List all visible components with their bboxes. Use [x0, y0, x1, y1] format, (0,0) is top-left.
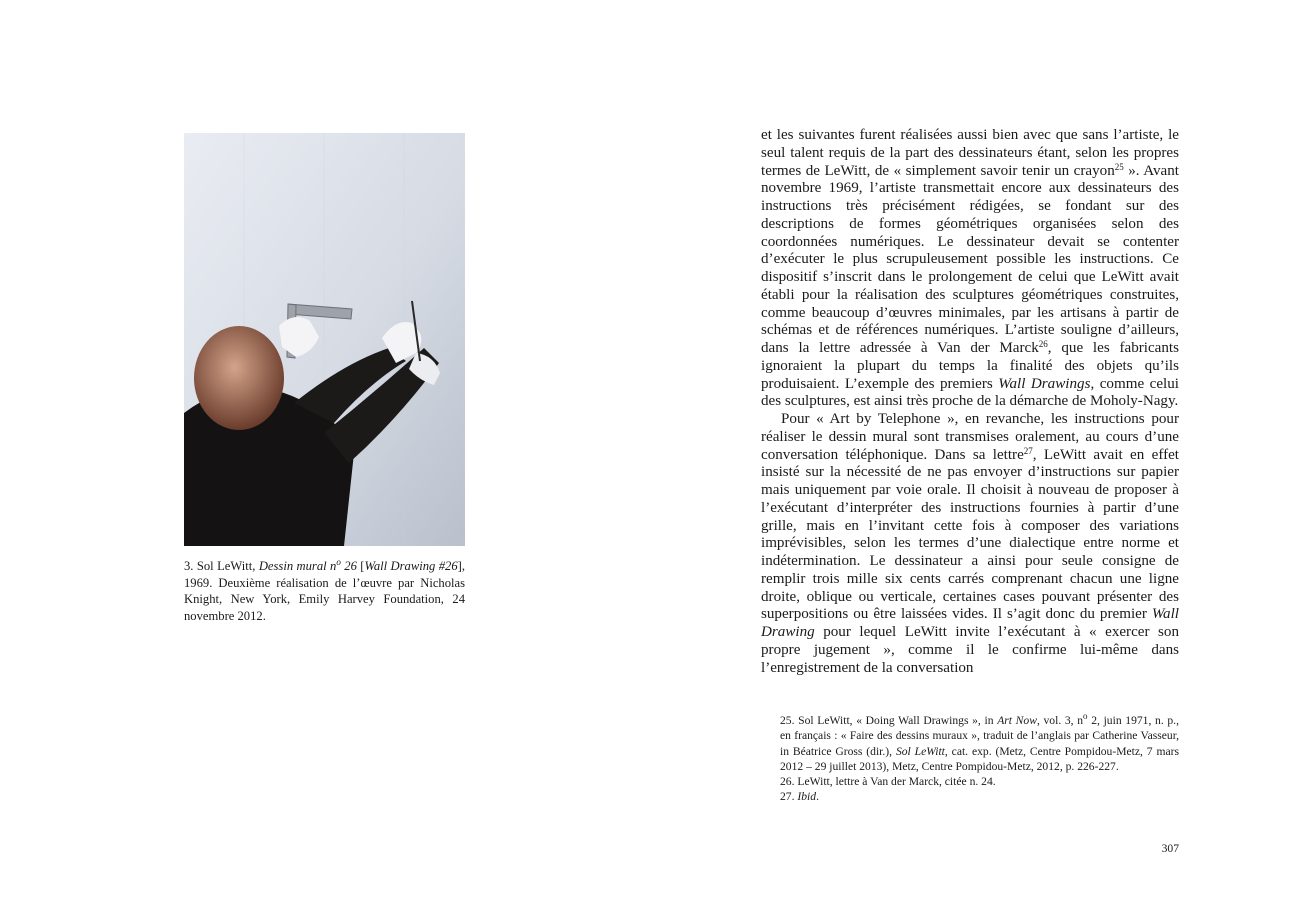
p2-text-b: , LeWitt avait en effet insisté sur la nécessité de ne pas envoyer d’instructions sur papier mais uniquement par voie orale. Il choisit à nouveau de proposer à l’exécutant d’interpréter des instructions fournies à partir d’une grille, mais en l’invitant cette fois à composer des variations imprévisibles, selon les termes d’une dialectique entre norme et indétermination. Le dessinateur a ainsi pour seule consigne de remplir trois mille six cents carrés comprenant chacun une ligne droite, oblique ou verticale, certaines cases pouvant présenter des superpositions ou être laissées vides. Il s’agit donc du premier	[761, 446, 1179, 623]
figure-photo	[184, 133, 465, 546]
fn27-italic-ibid: Ibid	[797, 790, 817, 804]
photo-illustration	[184, 133, 465, 546]
footnote-25	[761, 713, 1179, 774]
p2-text-a: Pour « Art by Telephone », en revanche, les instructions pour réaliser le dessin mural sont transmises oralement, au cours d’une conversation téléphonique. Dans sa lettre	[761, 411, 1179, 463]
p1-text-d: , comme celui des sculptures, est ainsi très proche de la démarche de Moholy-Nagy.	[761, 375, 1179, 410]
p1-text-b: ». Avant novembre 1969, l’artiste transmettait encore aux dessinateurs des instructions très précisément rédigées, se fondant sur des descriptions de formes géométriques organisées selon des coordonnées numériques. Le dessinateur devait se contenter d’exécuter le plus scrupuleusement possible les instructions. Ce dispositif s’inscrit dans le prolongement de celui que LeWitt avait établi pour la réalisation des sculptures géométriques construites, comme beaucoup d’œuvres minimales, par les artisans à partir de schémas et de références numériques. L’artiste souligne d’ailleurs, dans la lettre adressée à Van der Marck	[761, 162, 1179, 356]
fn25-text-b: , vol. 3, n	[1036, 714, 1084, 727]
footnote-ref-26[interactable]: 26	[1038, 339, 1048, 349]
fn25-italic-sol-lewitt: Sol LeWitt	[895, 744, 945, 758]
p1-italic-wall-drawings: Wall Drawings	[998, 375, 1091, 392]
body-paragraph-1	[761, 127, 1179, 411]
figure-caption	[184, 558, 465, 624]
page-number: 307	[1161, 842, 1179, 855]
body-paragraph-2	[761, 411, 1179, 677]
caption-title-fr-number: 26	[340, 559, 357, 573]
fn27-period: .	[816, 790, 819, 804]
p1-text-a: et les suivantes furent réalisées aussi bien avec que sans l’artiste, le seul talent requis de la part des dessinateurs étant, selon les propres termes de LeWitt, de « simplement savoir tenir un crayon	[761, 127, 1179, 179]
fn27-number: 27.	[780, 790, 798, 804]
fn25-italic-art-now: Art Now	[997, 714, 1037, 727]
p1-text-c: , que les fabricants ignoraient la plupart du temps la finalité des objets qu’ils produisaient. L’exemple des premiers	[761, 340, 1179, 392]
p2-text-c: pour lequel LeWitt invite l’exécutant à « exercer son propre jugement », comme il le confirme lui-même dans l’enregistrement de la conversation	[761, 624, 1179, 676]
footnotes	[761, 713, 1179, 805]
footnote-26: 26. LeWitt, lettre à Van der Marck, citée n. 24.	[780, 775, 996, 789]
caption-details: ], 1969. Deuxième réalisation de l’œuvre par Nicholas Knight, New York, Emily Harvey Foundation, 24 novembre 2012.	[184, 559, 465, 623]
fn25-text-a: 25. Sol LeWitt, « Doing Wall Drawings », in	[780, 714, 998, 727]
caption-title-fr: Dessin mural n	[258, 559, 337, 573]
footnote-ref-27[interactable]: 27	[1023, 445, 1033, 456]
footnote-ref-25[interactable]: 25	[1114, 161, 1124, 172]
fn25-text-d: , cat. exp. (Metz, Centre Pompidou-Metz, 7 mars 2012 – 29 juillet 2013), Metz, Centre Pompidou-Metz, 2012, p. 226-227.	[780, 744, 1180, 773]
p2-italic-wall-drawing: Wall Drawing	[761, 606, 1179, 640]
footnote-27	[761, 789, 1179, 804]
fn25-superscript: o	[1083, 711, 1088, 721]
main-text-column	[761, 127, 1179, 676]
fn25-text-c: 2, juin 1971, n. p., en français : « Faire des dessins muraux », traduit de l’anglais par Catherine Vasseur, in Béatrice Gross (dir.),	[780, 714, 1179, 758]
caption-prefix: 3. Sol LeWitt,	[184, 559, 259, 573]
caption-superscript: o	[336, 557, 341, 567]
caption-title-en: Wall Drawing #26	[364, 559, 458, 573]
caption-bracket: [	[356, 559, 365, 573]
